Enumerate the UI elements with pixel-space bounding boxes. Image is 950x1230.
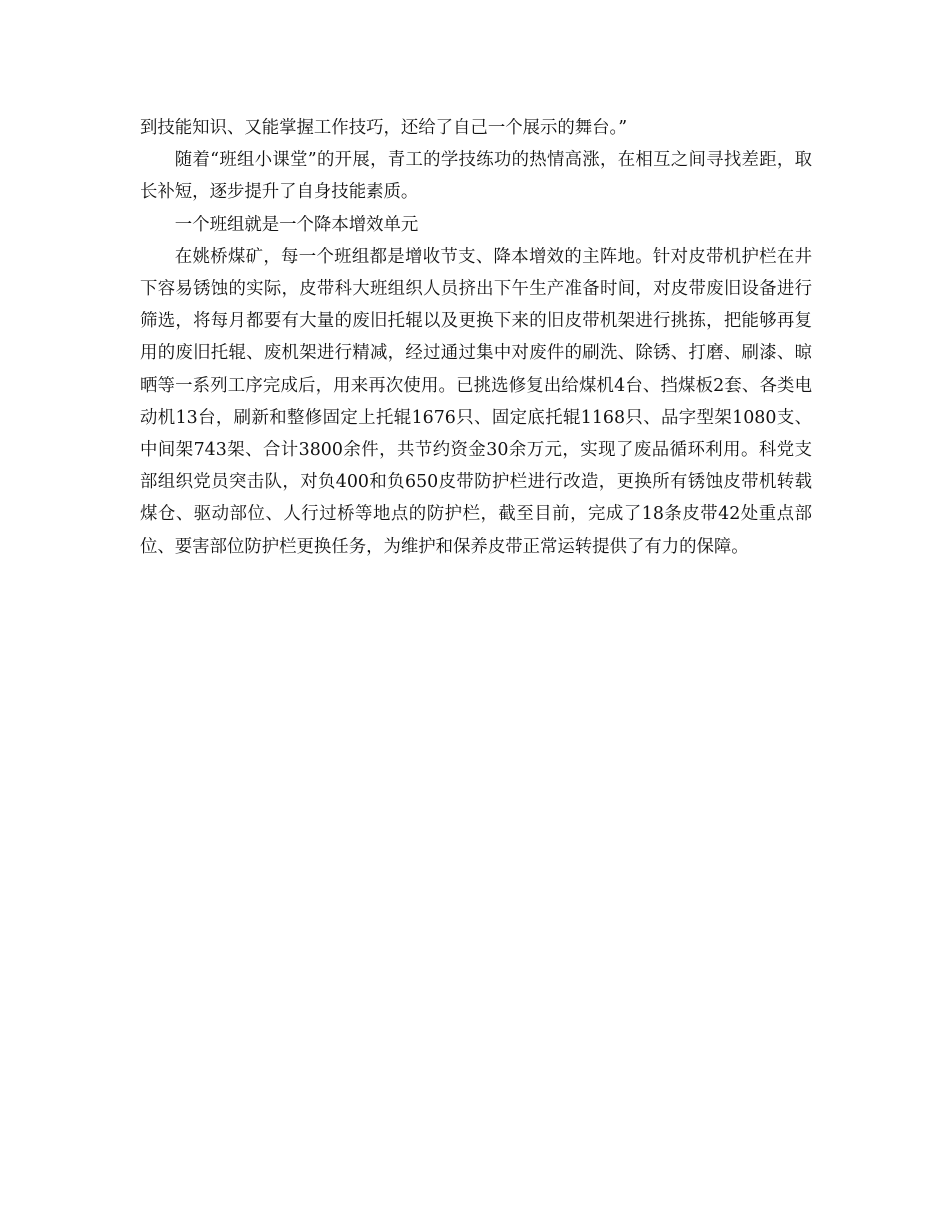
section-heading: 一个班组就是一个降本增效单元 [174,214,419,235]
paragraph-continuation: 到技能知识、又能掌握工作技巧，还给了自己一个展示的舞台。” [140,118,628,138]
paragraph-classroom: 随着“班组小课堂”的开展，青工的学技练功的热情高涨，在相互之间寻找差距，取长补短，逐步提升了自身技能素质。 [140,150,812,203]
document-body [140,112,812,563]
paragraph-cost-reduction: 在姚桥煤矿，每一个班组都是增收节支、降本增效的主阵地。针对皮带机护栏在井下容易锈蚀的实际，皮带科大班组织人员挤出下午生产准备时间，对皮带废旧设备进行筛选，将每月都要有大量的废旧托辊以及更换下来的旧皮带机架进行挑拣，把能够再复用的废旧托辊、废机架进行精减，经过通过集中对废件的刷洗、除锈、打磨、刷漆、晾晒等一系列工序完成后，用来再次使用。已挑选修复出给煤机4台、挡煤板2套、各类电动机13台，刷新和整修固定上托辊1676只、固定底托辊1168只、品字型架1080支、中间架743架、合计3800余件，共节约资金30余万元，实现了废品循环利用。科党支部组织党员突击队，对负400和负650皮带防护栏进行改造，更换所有锈蚀皮带机转载煤仓、驱动部位、人行过桥等地点的防护栏，截至目前，完成了18条皮带42处重点部位、要害部位防护栏更换任务，为维护和保养皮带正常运转提供了有力的保障。 [140,246,812,557]
